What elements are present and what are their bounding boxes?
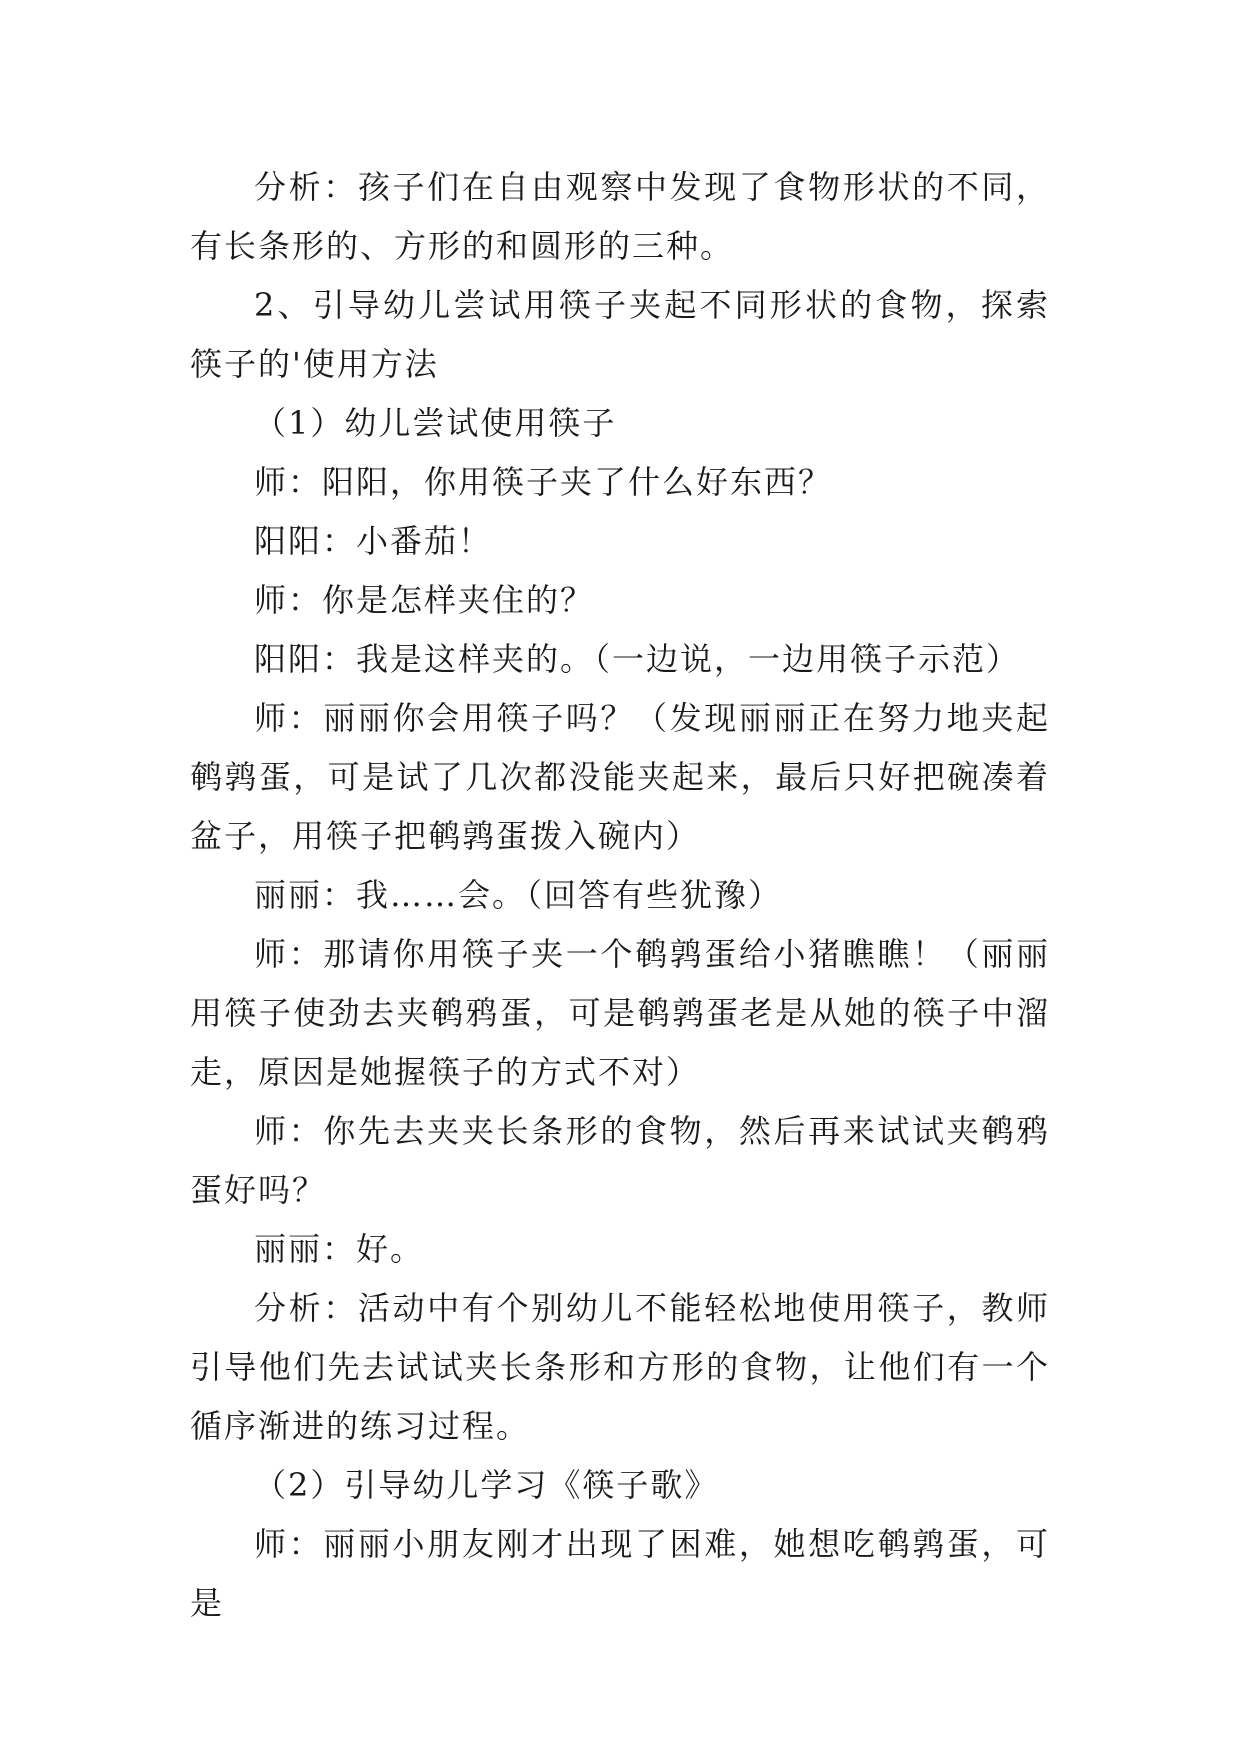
paragraph-substep-2: （2）引导幼儿学习《筷子歌》 [254,1466,719,1504]
paragraph-dialogue-teacher-2: 师：你是怎样夹住的？ [254,581,595,619]
document-body [190,158,1050,1633]
paragraph-analysis-shapes: 分析：孩子们在自由观察中发现了食物形状的不同，有长条形的、方形的和圆形的三种。 [190,168,1050,265]
paragraph-step-2: 2、引导幼儿尝试用筷子夹起不同形状的食物，探索筷子的'使用方法 [190,286,1050,383]
paragraph-dialogue-yangyang-2: 阳阳：我是这样夹的。（一边说，一边用筷子示范） [254,640,1021,678]
paragraph-dialogue-teacher-1: 师：阳阳，你用筷子夹了什么好东西？ [254,463,833,501]
paragraph-dialogue-teacher-6: 师：丽丽小朋友刚才出现了困难，她想吃鹌鹑蛋，可是 [190,1525,1050,1622]
paragraph-dialogue-lili-1: 丽丽：我……会。（回答有些犹豫） [254,876,783,914]
paragraph-dialogue-teacher-3: 师：丽丽你会用筷子吗？（发现丽丽正在努力地夹起鹌鹑蛋，可是试了几次都没能夹起来，最后只好把碗凑着盆子，用筷子把鹌鹑蛋拨入碗内） [190,699,1050,855]
paragraph-analysis-practice: 分析：活动中有个别幼儿不能轻松地使用筷子，教师引导他们先去试试夹长条形和方形的食物，让他们有一个循序渐进的练习过程。 [190,1289,1050,1445]
paragraph-dialogue-teacher-5: 师：你先去夹夹长条形的食物，然后再来试试夹鹌鸦蛋好吗？ [190,1112,1050,1209]
paragraph-dialogue-yangyang-1: 阳阳：小番茄！ [254,522,493,560]
paragraph-dialogue-lili-2: 丽丽：好。 [254,1230,425,1268]
paragraph-substep-1: （1）幼儿尝试使用筷子 [254,404,617,442]
paragraph-dialogue-teacher-4: 师：那请你用筷子夹一个鹌鹑蛋给小猪瞧瞧！（丽丽用筷子使劲去夹鹌鸦蛋，可是鹌鹑蛋老是从她的筷子中溜走，原因是她握筷子的方式不对） [190,935,1050,1091]
